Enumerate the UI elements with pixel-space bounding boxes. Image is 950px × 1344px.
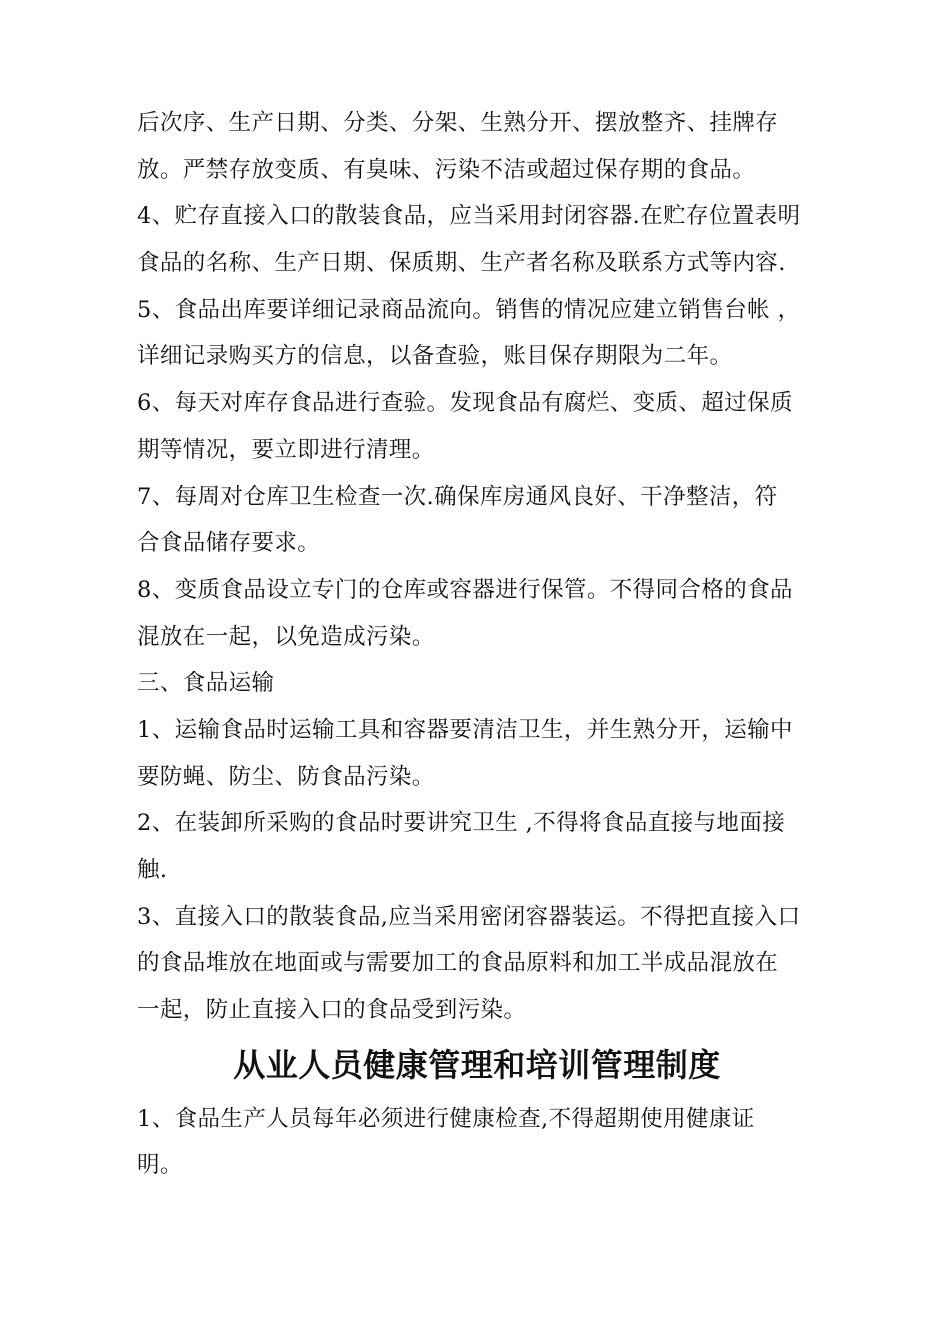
text-line: 1、运输食品时运输工具和容器要清洁卫生，并生熟分开，运输中 — [137, 716, 793, 743]
text-line: 的食品堆放在地面或与需要加工的食品原料和加工半成品混放在 — [137, 950, 779, 977]
document-heading: 从业人员健康管理和培训管理制度 — [233, 1045, 721, 1084]
text-line: 5、食品出库要详细记录商品流向。销售的情况应建立销售台帐 ， — [137, 296, 801, 323]
text-line: 明。 — [137, 1152, 183, 1179]
section-title: 三、食品运输 — [137, 670, 275, 697]
text-line: 1、食品生产人员每年必须进行健康检查,不得超期使用健康证 — [137, 1105, 755, 1132]
text-line: 合食品储存要求。 — [137, 530, 321, 557]
text-line: 4、贮存直接入口的散装食品，应当采用封闭容器.在贮存位置表明 — [137, 203, 801, 230]
document-page — [137, 100, 821, 1189]
text-line: 7、每周对仓库卫生检查一次.确保库房通风良好、干净整洁，符 — [137, 483, 778, 510]
text-line: 要防蝇、防尘、防食品污染。 — [137, 763, 435, 790]
text-line: 8、变质食品设立专门的仓库或容器进行保管。不得同合格的食品 — [137, 576, 793, 603]
text-line: 放。严禁存放变质、有臭味、污染不洁或超过保存期的食品。 — [137, 156, 756, 183]
text-line: 后次序、生产日期、分类、分架、生熟分开、摆放整齐、挂牌存 — [137, 110, 779, 136]
text-line: 6、每天对库存食品进行查验。发现食品有腐烂、变质、超过保质 — [137, 390, 793, 417]
text-line: 一起，防止直接入口的食品受到污染。 — [137, 997, 527, 1024]
text-line: 2、在装卸所采购的食品时要讲究卫生 ,不得将食品直接与地面接 — [137, 810, 786, 837]
text-line: 触. — [137, 857, 168, 883]
text-line: 混放在一起，以免造成污染。 — [137, 623, 435, 650]
text-line: 3、直接入口的散装食品,应当采用密闭容器装运。不得把直接入口 — [137, 903, 801, 930]
text-line: 详细记录购买方的信息，以备查验，账目保存期限为二年。 — [137, 343, 733, 370]
text-line: 期等情况，要立即进行清理。 — [137, 436, 435, 463]
text-line: 食品的名称、生产日期、保质期、生产者名称及联系方式等内容. — [137, 250, 786, 277]
